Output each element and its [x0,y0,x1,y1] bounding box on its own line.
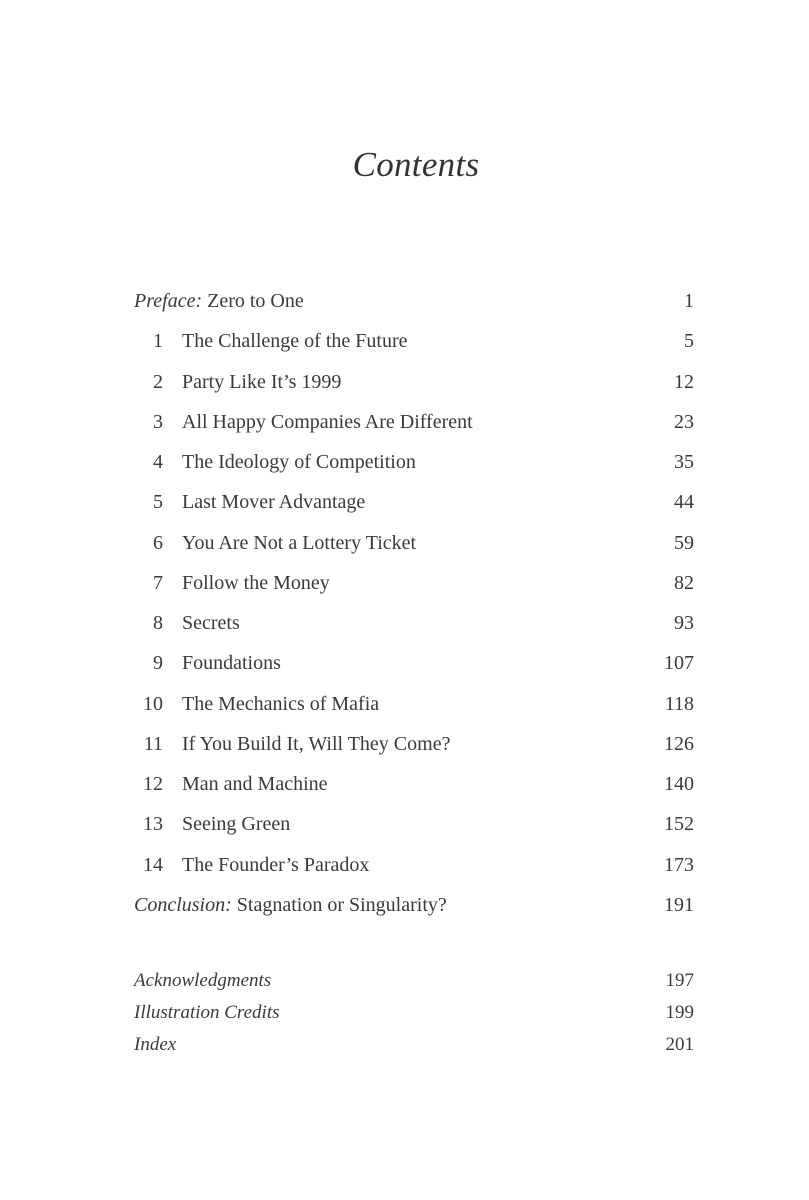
entry-title [134,890,447,920]
entry-page-number: 12 [674,370,694,393]
entry-page-number: 201 [665,1034,694,1055]
toc-entry-chapter-5[interactable] [134,487,694,527]
chapter-title: The Challenge of the Future [182,330,408,353]
chapter-title: If You Build It, Will They Come? [182,732,451,755]
toc-entry-chapter-1[interactable] [134,326,694,366]
entry-title: Illustration Credits [134,1002,280,1023]
toc-entry-chapter-12[interactable] [134,769,694,809]
entry-page-number: 59 [674,531,694,554]
entry-page-number: 197 [665,970,694,991]
chapter-title: You Are Not a Lottery Ticket [182,531,417,554]
entry-page-number: 118 [664,692,694,715]
toc-entry-chapter-11[interactable] [134,729,694,769]
entry-page-number: 82 [674,571,694,594]
chapter-number: 13 [143,813,163,836]
entry-page-number: 44 [674,491,694,514]
toc-entry-chapter-10[interactable] [134,689,694,729]
chapter-number: 12 [143,773,163,795]
toc-entry-chapter-3[interactable] [134,407,694,447]
entry-title: Index [134,1034,177,1055]
entry-page-number: 173 [664,853,694,876]
chapter-number: 11 [143,732,163,755]
entry-page-number: 140 [664,773,694,795]
chapter-title: Foundations [182,652,281,675]
chapter-title: Secrets [182,612,240,634]
chapter-number: 2 [153,370,163,393]
toc-entry-chapter-4[interactable] [134,447,694,487]
entry-page-number: 1 [684,290,694,312]
toc-entry-preface[interactable] [134,286,694,326]
toc-entry-chapter-7[interactable] [134,568,694,608]
chapter-number: 6 [153,531,163,554]
toc-entry-chapter-14[interactable] [134,850,694,890]
entry-page-number: 5 [684,330,694,353]
chapter-number: 9 [153,652,163,675]
chapter-number: 7 [153,571,163,594]
chapter-title: Last Mover Advantage [182,491,366,514]
entry-page-number: 191 [664,893,694,916]
toc-entry-conclusion[interactable] [134,890,694,930]
chapter-number: 4 [153,451,163,473]
back-matter-list [134,966,694,1062]
chapter-title: The Founder’s Paradox [182,853,370,876]
chapter-number: 3 [153,410,163,433]
entry-page-number: 199 [665,1002,694,1023]
chapter-title: Seeing Green [182,813,291,836]
entry-title [134,286,304,316]
chapter-title: The Ideology of Competition [182,451,416,473]
entry-page-number: 107 [664,652,694,675]
toc-entry-chapter-9[interactable] [134,648,694,688]
toc-entry-chapter-2[interactable] [134,367,694,407]
entry-lead: Conclusion: [134,893,232,916]
chapter-number: 10 [143,692,163,715]
chapter-title: Man and Machine [182,773,328,795]
toc-entry-chapter-13[interactable] [134,809,694,849]
toc-entry-chapter-8[interactable] [134,608,694,648]
entry-title-text: Stagnation or Singularity? [236,893,447,916]
chapter-number: 8 [153,612,163,634]
table-of-contents [134,286,694,930]
toc-entry-index[interactable] [134,1030,694,1062]
chapter-title: Follow the Money [182,571,330,594]
entry-page-number: 23 [674,410,694,433]
toc-entry-acknowledgments[interactable] [134,966,694,998]
entry-page-number: 126 [664,732,694,755]
entry-title-text: Zero to One [207,290,304,312]
chapter-title: Party Like It’s 1999 [182,370,342,393]
chapter-title: The Mechanics of Mafia [182,692,380,715]
chapter-number: 14 [143,853,163,876]
toc-entry-illustration-credits[interactable] [134,998,694,1030]
chapter-title: All Happy Companies Are Different [182,410,473,433]
entry-page-number: 152 [664,813,694,836]
chapter-number: 5 [153,491,163,514]
entry-page-number: 93 [674,612,694,634]
toc-entry-chapter-6[interactable] [134,528,694,568]
entry-lead: Preface: [134,290,203,312]
page-title: Contents [352,145,480,184]
entry-page-number: 35 [674,451,694,473]
chapter-number: 1 [153,330,163,353]
entry-title: Acknowledgments [134,970,272,991]
